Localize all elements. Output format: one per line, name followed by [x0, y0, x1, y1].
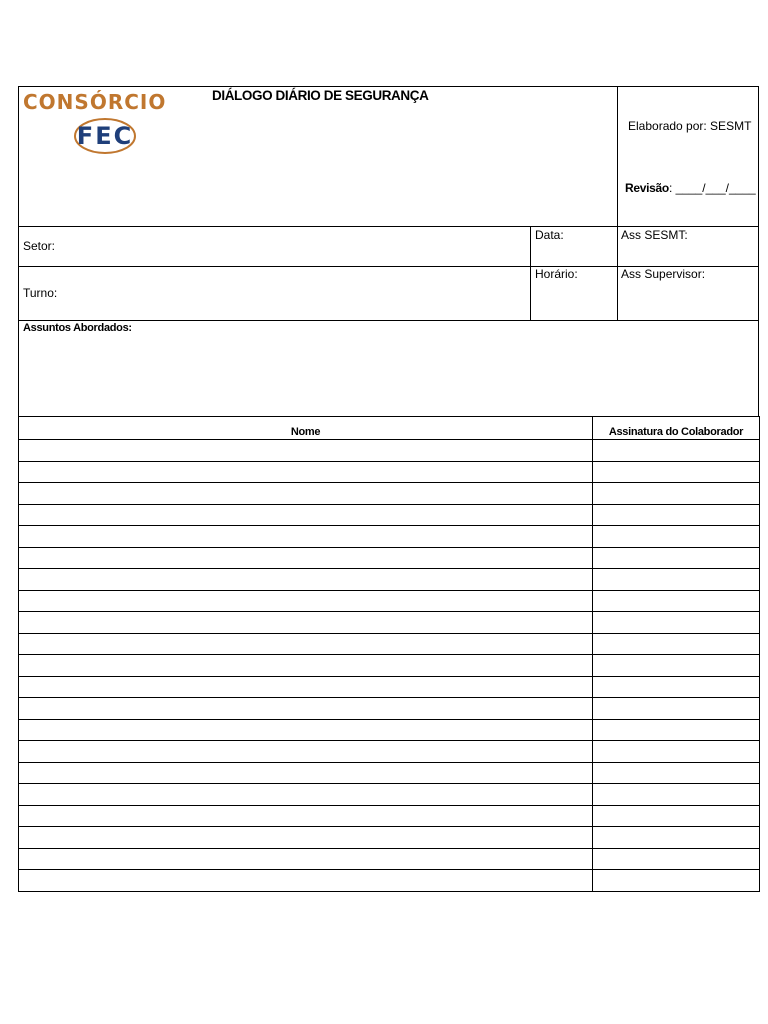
nome-cell[interactable]: [19, 612, 593, 634]
table-row: [19, 633, 760, 655]
assinatura-cell[interactable]: [593, 504, 760, 526]
nome-cell[interactable]: [19, 569, 593, 591]
revisao-field: [625, 181, 756, 195]
assinatura-cell[interactable]: [593, 805, 760, 827]
ass-sesmt-field[interactable]: Ass SESMT:: [621, 228, 688, 242]
table-row: [19, 827, 760, 849]
nome-cell[interactable]: [19, 483, 593, 505]
logo-graphic: [18, 86, 193, 166]
ass-supervisor-field[interactable]: Ass Supervisor:: [621, 267, 706, 281]
table-row: [19, 612, 760, 634]
assinatura-cell[interactable]: [593, 590, 760, 612]
nome-cell[interactable]: [19, 461, 593, 483]
assinatura-cell[interactable]: [593, 848, 760, 870]
col-assinatura-header: Assinatura do Colaborador: [593, 417, 760, 440]
nome-cell[interactable]: [19, 655, 593, 677]
table-row: [19, 805, 760, 827]
table-row: [19, 547, 760, 569]
assinatura-cell[interactable]: [593, 483, 760, 505]
nome-cell[interactable]: [19, 676, 593, 698]
table-row: [19, 698, 760, 720]
data-field[interactable]: Data:: [535, 228, 564, 242]
turno-field[interactable]: Turno:: [23, 286, 58, 300]
table-row: [19, 483, 760, 505]
table-row: [19, 526, 760, 548]
nome-cell[interactable]: [19, 633, 593, 655]
logo-fec: FEC: [76, 122, 134, 150]
table-row: [19, 762, 760, 784]
revisao-label: Revisão: [625, 181, 669, 195]
signature-rows: [19, 440, 760, 892]
assinatura-cell[interactable]: [593, 633, 760, 655]
table-row: [19, 590, 760, 612]
table-header-row: [19, 417, 760, 440]
assinatura-cell[interactable]: [593, 870, 760, 892]
col-nome-header: Nome: [19, 417, 593, 440]
nome-cell[interactable]: [19, 526, 593, 548]
assinatura-cell[interactable]: [593, 784, 760, 806]
table-row: [19, 741, 760, 763]
logo: [18, 86, 193, 166]
assinatura-cell[interactable]: [593, 612, 760, 634]
assinatura-cell[interactable]: [593, 569, 760, 591]
table-row: [19, 504, 760, 526]
assinatura-cell[interactable]: [593, 440, 760, 462]
horario-field[interactable]: Horário:: [535, 267, 578, 281]
assinatura-cell[interactable]: [593, 827, 760, 849]
assinatura-cell[interactable]: [593, 655, 760, 677]
assinatura-cell[interactable]: [593, 676, 760, 698]
header-divider: [617, 86, 618, 227]
nome-cell[interactable]: [19, 698, 593, 720]
nome-cell[interactable]: [19, 784, 593, 806]
table-row: [19, 461, 760, 483]
nome-cell[interactable]: [19, 504, 593, 526]
table-row: [19, 655, 760, 677]
nome-cell[interactable]: [19, 805, 593, 827]
table-row: [19, 848, 760, 870]
nome-cell[interactable]: [19, 590, 593, 612]
nome-cell[interactable]: [19, 547, 593, 569]
signature-table: [18, 416, 760, 892]
nome-cell[interactable]: [19, 870, 593, 892]
assinatura-cell[interactable]: [593, 762, 760, 784]
assinatura-cell[interactable]: [593, 461, 760, 483]
form-title: DIÁLOGO DIÁRIO DE SEGURANÇA: [212, 88, 429, 103]
nome-cell[interactable]: [19, 741, 593, 763]
assinatura-cell[interactable]: [593, 719, 760, 741]
table-row: [19, 870, 760, 892]
nome-cell[interactable]: [19, 848, 593, 870]
setor-field[interactable]: Setor:: [23, 239, 56, 253]
table-row: [19, 784, 760, 806]
table-row: [19, 719, 760, 741]
table-row: [19, 676, 760, 698]
table-row: [19, 440, 760, 462]
assuntos-box[interactable]: [18, 320, 759, 417]
assinatura-cell[interactable]: [593, 698, 760, 720]
elaborado-label: Elaborado por: SESMT: [628, 119, 752, 133]
assinatura-cell[interactable]: [593, 547, 760, 569]
assuntos-label: Assuntos Abordados:: [23, 322, 132, 334]
nome-cell[interactable]: [19, 827, 593, 849]
nome-cell[interactable]: [19, 719, 593, 741]
nome-cell[interactable]: [19, 440, 593, 462]
assinatura-cell[interactable]: [593, 526, 760, 548]
table-row: [19, 569, 760, 591]
assinatura-cell[interactable]: [593, 741, 760, 763]
revisao-value: : ____/___/____: [668, 181, 756, 195]
nome-cell[interactable]: [19, 762, 593, 784]
logo-text: CONSÓRCIO: [23, 90, 167, 114]
